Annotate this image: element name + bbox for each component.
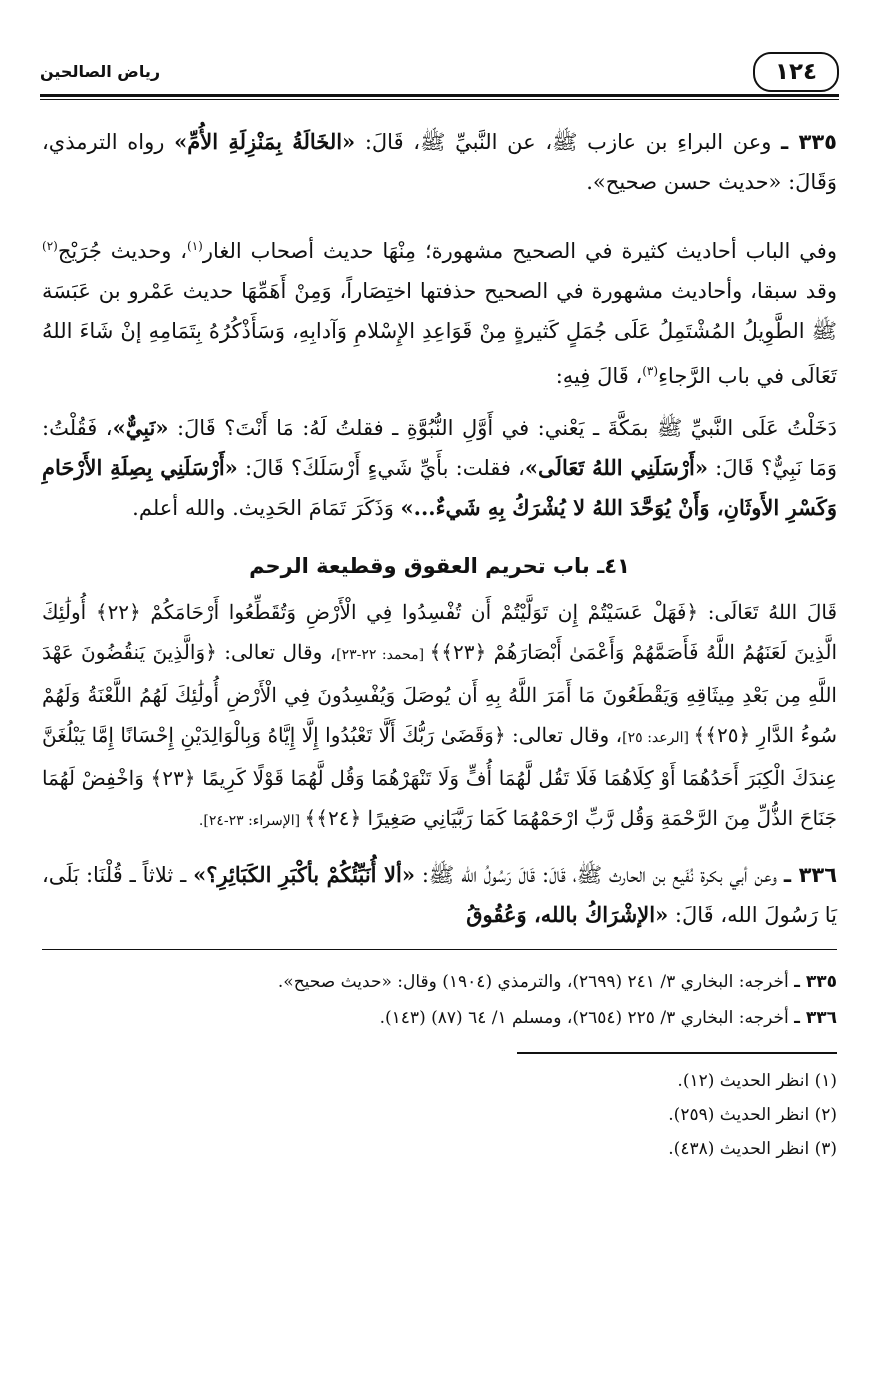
hadith-number: ٣٣٥ ـ bbox=[781, 130, 837, 154]
hadith-335 bbox=[42, 122, 837, 202]
paragraph-text: وفي الباب أحاديث كثيرة في الصحيح مشهورة؛ مِنْهَا حديث أصحاب الغار bbox=[202, 239, 837, 263]
hadith-number: ٣٣٦ ـ bbox=[783, 863, 838, 887]
paragraph-text: وقد سبقا، وأحاديث مشهورة في الصحيح حذفتها اختِصَاراً، وَمِنْ أَهَمِّهَا حديث عَمْرو بن عَبَسَة ﷺ الطَّوِيلُ المُشْتَمِلُ عَلَى جُمَلٍ كَثيرةٍ مِنْ قَوَاعِدِ الإِسْلامِ وَآدابِهِ، وَسَأَذْكُرُهُ بِتَمَامِهِ إنْ شَاءَ اللهُ تَعَالَى في باب الرَّجاءِ bbox=[42, 279, 837, 388]
header-rule-thin bbox=[40, 99, 839, 100]
quran-verse: ﴿فَهَلْ عَسَيْتُمْ إِن تَوَلَّيْتُمْ أَن تُفْسِدُوا فِي الْأَرْضِ وَتُقَطِّعُوا أَرْحَامَكُمْ ﴿٢٢﴾ أُولَٰئِكَ الَّذِينَ لَعَنَهُمُ اللَّهُ فَأَصَمَّهُمْ وَأَعْمَىٰ أَبْصَارَهُمْ ﴿٢٣﴾﴾ bbox=[42, 600, 838, 664]
takhrij-divider bbox=[42, 949, 837, 950]
paragraph-text: ، قَالَ فِيهِ: bbox=[555, 364, 643, 388]
takhrij-number: ٣٣٥ ـ bbox=[794, 972, 837, 992]
verse-intro: قَالَ اللهُ تَعَالَى: bbox=[698, 600, 838, 624]
hadith-text: رواه الترمذي، وَقَالَ: «حديث حسن صحيح». bbox=[42, 130, 837, 194]
takhrij-text: أخرجه: البخاري ٣/ ٢٤١ (٢٦٩٩)، والترمذي (١٩٠٤) وقال: «حديث صحيح». bbox=[277, 972, 795, 992]
hadith-text: دَخَلْتُ عَلَى النَّبيِّ ﷺ بمَكَّةَ ـ يَعْني: في أَوَّلِ النُّبُوَّةِ ـ فقلتُ لَهُ: مَا أَنْتَ؟ قَالَ: bbox=[168, 416, 838, 440]
paragraph-text: ، وحديث جُرَيْج bbox=[57, 239, 188, 263]
hadith-text: وَذَكَرَ تَمَامَ الحَدِيث. والله أعلم. bbox=[132, 496, 401, 520]
footnote: (٣) انظر الحديث (٤٣٨). bbox=[668, 1139, 837, 1159]
verse-reference: [محمد: ٢٢-٢٣] bbox=[336, 647, 430, 663]
prophet-quote: «ألا أُنَبِّئُكُمْ بأكْبَرِ الكَبَائِرِ؟» bbox=[193, 862, 415, 887]
prophet-quote: «أَرْسَلَنِي اللهُ تَعَالَى» bbox=[524, 455, 708, 480]
hadith-text: وعن البراءِ بن عازب ﷺ، عن النَّبيِّ ﷺ، قَالَ: bbox=[355, 130, 772, 154]
bab-note-paragraph bbox=[42, 226, 837, 396]
verse-intro: ، وقال تعالى: bbox=[216, 640, 337, 664]
quran-verses bbox=[42, 592, 837, 841]
footnotes bbox=[42, 1052, 837, 1166]
prophet-quote: «أَرْسَلَنِي بِصِلَةِ الأَرْحَامِ وَكَسْرِ الأَوثَانِ، وَأَنْ يُوَحَّدَ اللهُ لا يُشْرَكُ بِهِ شَيءٌ...» bbox=[42, 455, 837, 520]
takhrij-text: أخرجه: البخاري ٣/ ٢٢٥ (٢٦٥٤)، ومسلم ١/ ٦٤ (٨٧) (١٤٣). bbox=[379, 1008, 795, 1028]
footnote: (١) انظر الحديث (١٢). bbox=[677, 1071, 837, 1091]
page-number: ١٢٤ bbox=[753, 52, 839, 92]
hadith-text: ، فَقُلْتُ: وَمَا نَبِيٌّ؟ قَالَ: bbox=[42, 416, 837, 480]
prophet-quote: «الخَالَةُ بِمَنْزِلَةِ الأُمِّ» bbox=[174, 129, 356, 154]
hadith-text: وعن أبي بكرة نُفَيع بن الحارث ﷺ، قَالَ: قَالَ رَسُولُ الله ﷺ: bbox=[414, 863, 777, 887]
verse-reference: [الرعد: ٢٥] bbox=[622, 730, 694, 746]
verse-intro: ، وقال تعالى: bbox=[505, 723, 623, 747]
header-rule bbox=[40, 94, 839, 97]
verse-reference: [الإسراء: ٢٣-٢٤]. bbox=[198, 813, 305, 829]
footnote-ref: (٢) bbox=[42, 239, 58, 253]
hadith-text: ، فقلت: بأَيِّ شَيءٍ أَرْسَلَكَ؟ قَالَ: bbox=[237, 456, 525, 480]
chapter-title: ٤١ـ باب تحريم العقوق وقطيعة الرحم bbox=[249, 554, 630, 578]
hadith-text: ـ ثلاثاً ـ قُلْنَا: بَلَى، يَا رَسُولَ الله، قَالَ: bbox=[42, 863, 837, 927]
hadith-336 bbox=[42, 855, 837, 935]
takhrij-note bbox=[42, 1000, 837, 1036]
page-header bbox=[40, 50, 839, 100]
quran-verse: ﴿وَالَّذِينَ يَنقُضُونَ عَهْدَ اللَّهِ مِن بَعْدِ مِيثَاقِهِ وَيَقْطَعُونَ مَا أَمَرَ اللَّهُ بِهِ أَن يُوصَلَ وَيُفْسِدُونَ فِي الْأَرْضِ أُولَٰئِكَ لَهُمُ اللَّعْنَةُ وَلَهُمْ سُوءُ الدَّارِ ﴿٢٥﴾﴾ bbox=[42, 640, 837, 747]
takhrij-note bbox=[42, 964, 837, 1000]
page-content bbox=[42, 122, 837, 1166]
takhrij-number: ٣٣٦ ـ bbox=[794, 1008, 837, 1028]
book-title: رياض الصالحين bbox=[40, 62, 161, 81]
footnote-ref: (٣) bbox=[642, 364, 659, 378]
quran-verse: ﴿وَقَضَىٰ رَبُّكَ أَلَّا تَعْبُدُوا إِلَّا إِيَّاهُ وَبِالْوَالِدَيْنِ إِحْسَانًا إِمَّا يَبْلُغَنَّ عِندَكَ الْكِبَرَ أَحَدُهُمَا أَوْ كِلَاهُمَا فَلَا تَقُل لَّهُمَا أُفٍّ وَلَا تَنْهَرْهُمَا وَقُل لَّهُمَا قَوْلًا كَرِيمًا ﴿٢٣﴾ وَاخْفِضْ لَهُمَا جَنَاحَ الذُّلِّ مِنَ الرَّحْمَةِ وَقُل رَّبِّ ارْحَمْهُمَا كَمَا رَبَّيَانِي صَغِيرًا ﴿٢٤﴾﴾ bbox=[42, 723, 837, 830]
amr-hadith bbox=[42, 408, 837, 528]
footnote-ref: (١) bbox=[187, 239, 203, 253]
footnote: (٢) انظر الحديث (٢٥٩). bbox=[668, 1105, 837, 1125]
prophet-quote: «الإشْرَاكُ بالله، وَعُقُوقُ bbox=[466, 902, 669, 927]
prophet-quote: «نَبِيٌّ» bbox=[112, 415, 169, 440]
footnote-divider bbox=[517, 1052, 837, 1054]
